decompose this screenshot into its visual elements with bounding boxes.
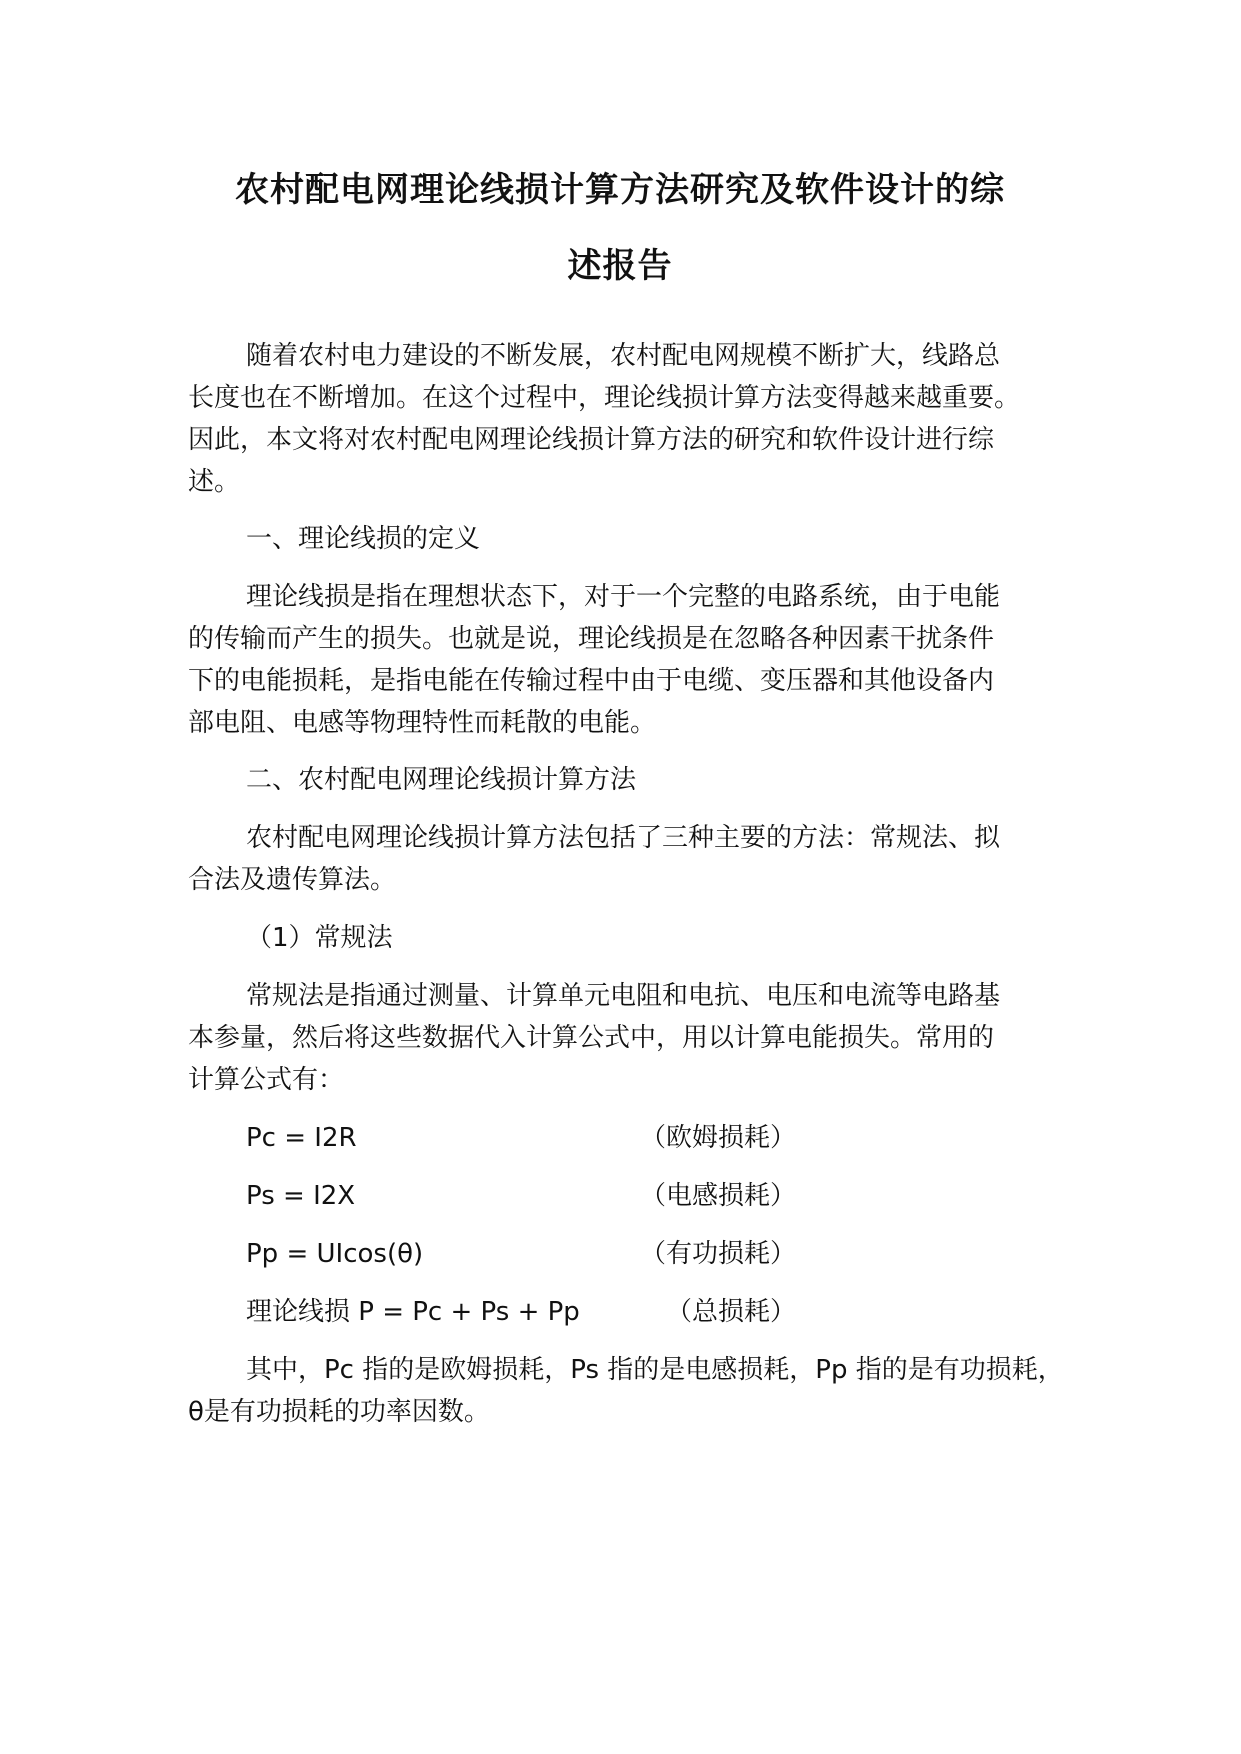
formula-3-note: （有功损耗） (640, 1239, 797, 1269)
section2-line-2: 合法及遗传算法。 (188, 865, 397, 895)
document-title-line-2: 述报告 (567, 246, 673, 286)
formula-4-expression: 理论线损 P = Pc + Ps + Pp (246, 1297, 580, 1327)
formula-1-note: （欧姆损耗） (640, 1123, 797, 1153)
section1-heading: 一、理论线损的定义 (246, 524, 481, 554)
formula-3-expression: Pp = UIcos(θ) (246, 1239, 424, 1269)
intro-line-3: 因此，本文将对农村配电网理论线损计算方法的研究和软件设计进行综 (188, 425, 995, 455)
section2-heading: 二、农村配电网理论线损计算方法 (246, 765, 637, 795)
section1-line-2: 的传输而产生的损失。也就是说，理论线损是在忽略各种因素干扰条件 (188, 624, 995, 654)
intro-line-4: 述。 (188, 467, 241, 497)
explanation-line-2: θ是有功损耗的功率因数。 (188, 1397, 490, 1427)
formula-4-note: （总损耗） (666, 1297, 797, 1327)
formula-2-expression: Ps = I2X (246, 1181, 356, 1211)
section1-line-4: 部电阻、电感等物理特性而耗散的电能。 (188, 708, 657, 738)
section1-line-3: 下的电能损耗，是指电能在传输过程中由于电缆、变压器和其他设备内 (188, 666, 995, 696)
subsection1-line-3: 计算公式有： (188, 1065, 345, 1095)
formula-1-expression: Pc = I2R (246, 1123, 357, 1153)
document-title-line-1: 农村配电网理论线损计算方法研究及软件设计的综 (235, 170, 1005, 210)
subsection1-line-1: 常规法是指通过测量、计算单元电阻和电抗、电压和电流等电路基 (246, 981, 1001, 1011)
formula-2-note: （电感损耗） (640, 1181, 797, 1211)
section2-line-1: 农村配电网理论线损计算方法包括了三种主要的方法：常规法、拟 (246, 823, 1001, 853)
explanation-line-1: 其中，Pc 指的是欧姆损耗，Ps 指的是电感损耗，Pp 指的是有功损耗， (246, 1355, 1064, 1385)
intro-line-2: 长度也在不断增加。在这个过程中，理论线损计算方法变得越来越重要。 (188, 383, 1021, 413)
subsection1-heading: （1）常规法 (246, 923, 393, 953)
intro-line-1: 随着农村电力建设的不断发展，农村配电网规模不断扩大，线路总 (246, 341, 1001, 371)
subsection1-line-2: 本参量，然后将这些数据代入计算公式中，用以计算电能损失。常用的 (188, 1023, 995, 1053)
section1-line-1: 理论线损是指在理想状态下，对于一个完整的电路系统，由于电能 (246, 582, 1001, 612)
